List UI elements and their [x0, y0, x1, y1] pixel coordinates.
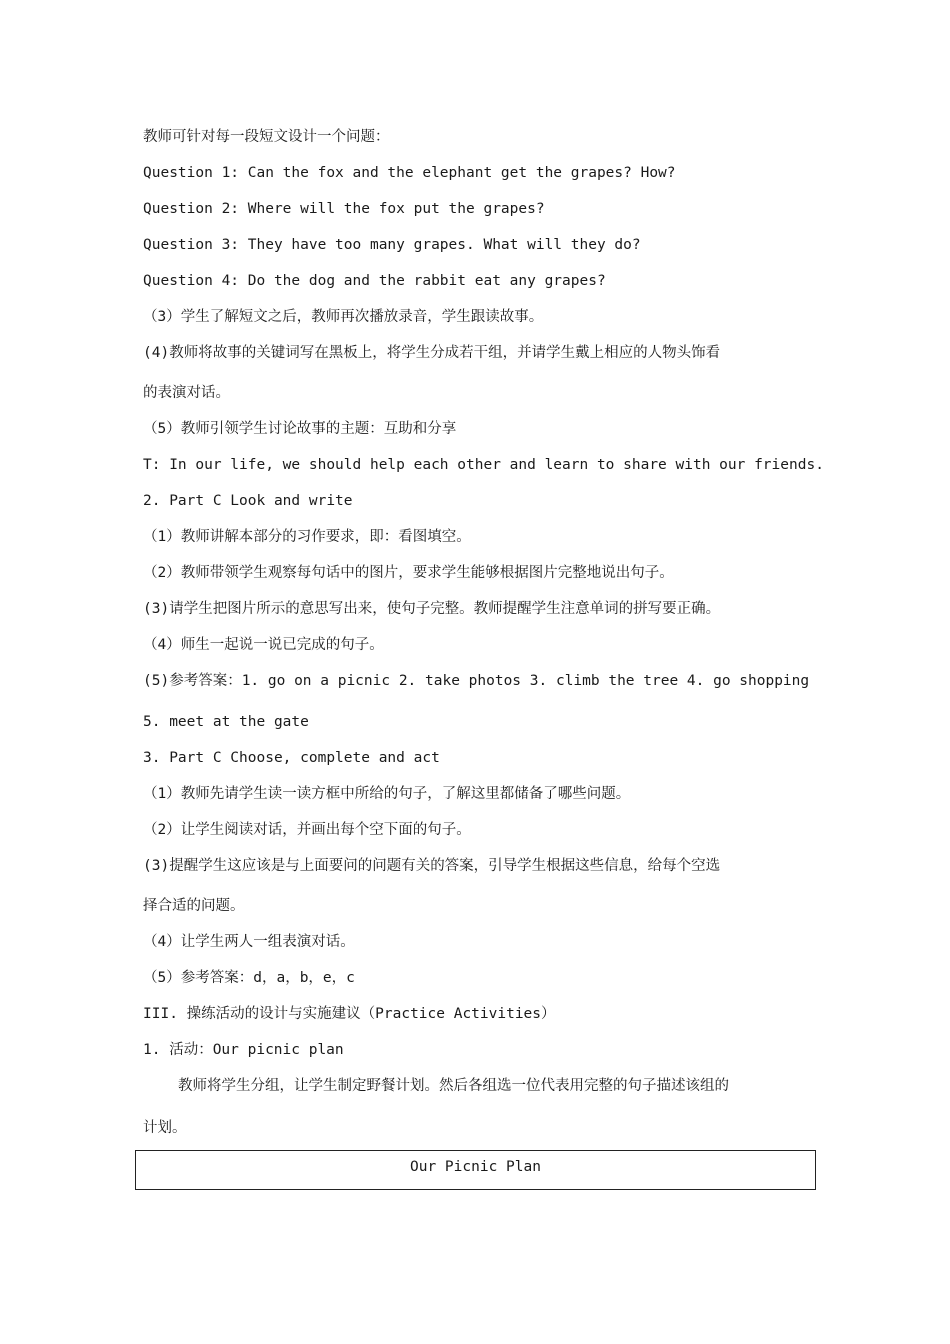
text-line: Question 3: They have too many grapes. What will they do? [143, 237, 641, 253]
section-heading: 2. Part C Look and write [143, 493, 353, 509]
text-line: （5）参考答案：d，a，b，e，c [143, 970, 355, 986]
text-line: Question 2: Where will the fox put the grapes? [143, 201, 545, 217]
text-line: Question 4: Do the dog and the rabbit eat any grapes? [143, 273, 606, 289]
section-heading: III. 操练活动的设计与实施建议（Practice Activities） [143, 1006, 556, 1022]
text-line: T: In our life, we should help each other and learn to share with our friends. [143, 457, 824, 473]
text-line: （2）让学生阅读对话，并画出每个空下面的句子。 [143, 822, 471, 838]
text-line: （5）教师引领学生讨论故事的主题：互助和分享 [143, 421, 457, 437]
text-line: （1）教师讲解本部分的习作要求，即：看图填空。 [143, 529, 471, 545]
text-line: （1）教师先请学生读一读方框中所给的句子，了解这里都储备了哪些问题。 [143, 786, 631, 802]
text-line: （4）师生一起说一说已完成的句子。 [143, 637, 384, 653]
text-line: Question 1: Can the fox and the elephant get the grapes? How? [143, 165, 676, 181]
text-line: (3)提醒学生这应该是与上面要问的问题有关的答案，引导学生根据这些信息，给每个空选 [143, 858, 721, 874]
text-line: 教师将学生分组，让学生制定野餐计划。然后各组选一位代表用完整的句子描述该组的 [178, 1078, 729, 1094]
text-line: 教师可针对每一段短文设计一个问题： [143, 129, 390, 145]
text-line: 计划。 [143, 1120, 187, 1136]
text-line: (3)请学生把图片所示的意思写出来，使句子完整。教师提醒学生注意单词的拼写要正确。 [143, 601, 721, 617]
section-heading: 1. 活动：Our picnic plan [143, 1042, 344, 1058]
picnic-plan-table [135, 1150, 816, 1190]
text-line: 5. meet at the gate [143, 714, 309, 730]
text-line: (5)参考答案：1. go on a picnic 2. take photos 3. climb the tree 4. go shopping [143, 673, 810, 689]
text-line: 的表演对话。 [143, 385, 230, 401]
table-title: Our Picnic Plan [410, 1159, 541, 1175]
text-line: （2）教师带领学生观察每句话中的图片，要求学生能够根据图片完整地说出句子。 [143, 565, 674, 581]
text-line: （3）学生了解短文之后，教师再次播放录音，学生跟读故事。 [143, 309, 544, 325]
text-line: 择合适的问题。 [143, 898, 245, 914]
text-line: (4)教师将故事的关键词写在黑板上，将学生分成若干组，并请学生戴上相应的人物头饰看 [143, 345, 721, 361]
text-line: （4）让学生两人一组表演对话。 [143, 934, 355, 950]
section-heading: 3. Part C Choose, complete and act [143, 750, 440, 766]
